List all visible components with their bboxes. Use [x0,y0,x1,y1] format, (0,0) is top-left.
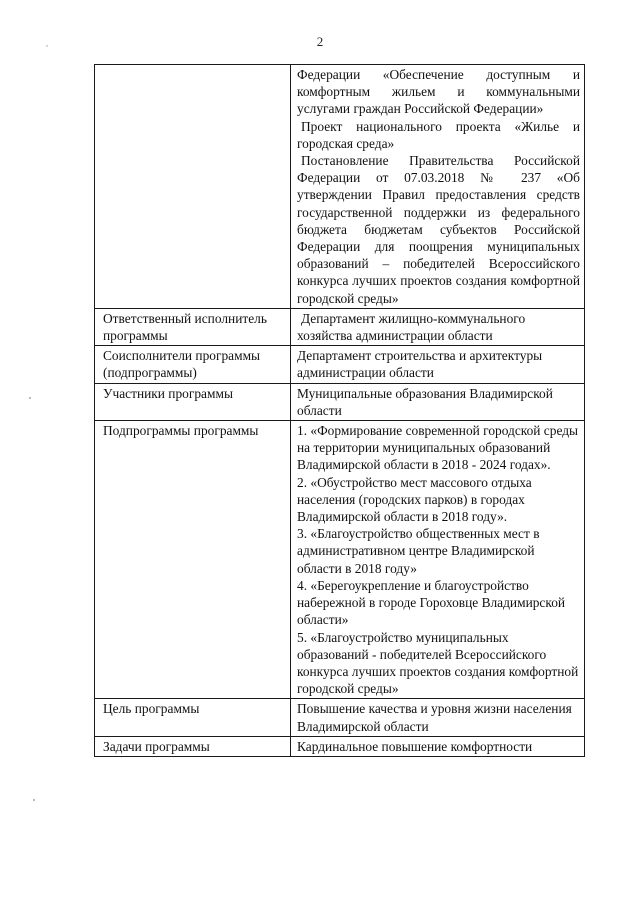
value-paragraph: Проект национального проекта «Жилье и городская среда» [297,118,580,151]
table-row [95,736,585,756]
table-row [95,65,585,309]
scan-speck [29,397,31,399]
row-label: Соисполнители программы (подпрограммы) [95,346,291,383]
row-value [291,346,585,383]
value-paragraph: 4. «Берегоукрепление и благоустройство набережной в городе Гороховце Владимирской области» [297,577,566,628]
row-label: Цель программы [95,699,291,736]
value-paragraph: 2. «Обустройство мест массового отдыха населения (городских парков) в городах Владимирской области в 2018 году». [297,474,532,525]
row-value [291,308,585,345]
row-label: Подпрограммы программы [95,421,291,699]
value-paragraph: 1. «Формирование современной городской среды на территории муниципальных образований Владимирской области в 2018 - 2024 годах». [297,423,579,473]
row-label [95,65,291,309]
scan-speck [33,799,35,801]
table-row [95,308,585,345]
value-paragraph: Департамент строительства и архитектуры администрации области [297,348,543,381]
row-value [291,421,585,699]
row-label: Задачи программы [95,736,291,756]
value-paragraph: Кардинальное повышение комфортности [297,738,533,754]
value-paragraph: Департамент жилищно-коммунального хозяйства администрации области [297,310,526,344]
row-value [291,383,585,420]
table-row [95,421,585,699]
value-paragraph: Федерации «Обеспечение доступным и комфортным жильем и коммунальными услугами граждан Российской Федерации» [297,67,580,117]
program-passport-table [94,64,585,757]
value-paragraph: 3. «Благоустройство общественных мест в административном центре Владимирской области в 2018 году» [297,526,540,576]
value-paragraph: Постановление Правительства Российской Федерации от 07.03.2018 № 237 «Об утверждении Правил предоставления средств государственной поддержки из федерального бюджета бюджетам субъектов Российской Федерации для поощрения муниципальных образований – победителей Всероссийского конкурса лучших проектов создания комфортной городской среды» [297,153,580,306]
row-value [291,736,585,756]
page-number: 2 [316,34,324,49]
row-value [291,65,585,309]
row-value [291,699,585,736]
value-paragraph: Муниципальные образования Владимирской области [297,385,553,418]
table-row [95,346,585,383]
value-paragraph: Повышение качества и уровня жизни населения Владимирской области [297,701,572,734]
table-row [95,383,585,420]
row-label: Участники программы [95,383,291,420]
row-label: Ответственный исполнитель программы [95,308,291,345]
table-row [95,699,585,736]
value-paragraph: 5. «Благоустройство муниципальных образований - победителей Всероссийского конкурса лучших проектов создания комфортной городской среды» [297,629,579,697]
